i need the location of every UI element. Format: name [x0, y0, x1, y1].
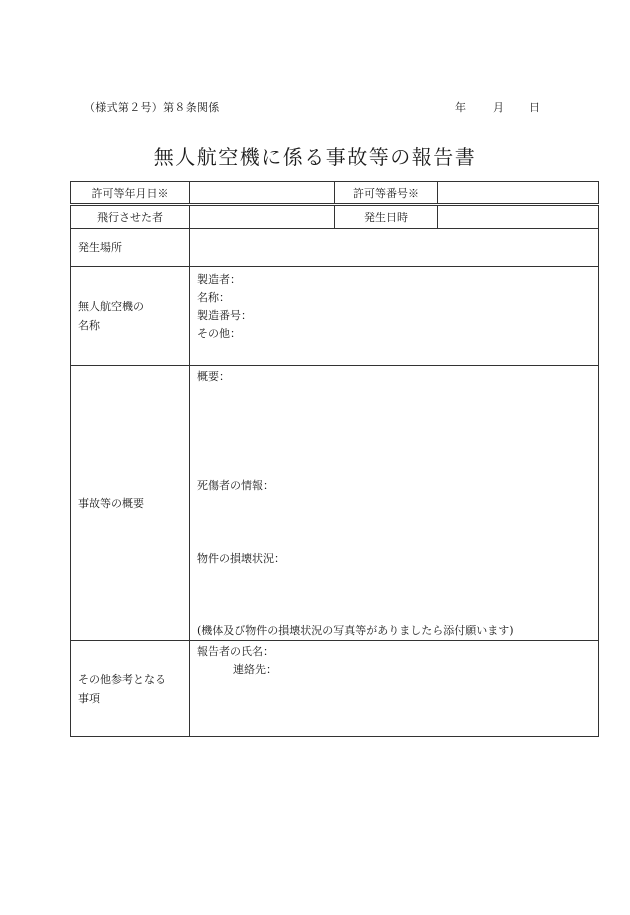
location-field[interactable]: [190, 229, 599, 267]
occurrence-datetime-field[interactable]: [438, 205, 599, 229]
document-title: 無人航空機に係る事故等の報告書: [153, 145, 477, 169]
reporter-name-line: 報告者の氏名：: [197, 645, 274, 658]
name-line: 名称：: [197, 291, 230, 304]
summary-details[interactable]: [190, 366, 599, 641]
other-reference-details[interactable]: [190, 641, 599, 737]
location-row: [71, 229, 599, 267]
manufacturer-line: 製造者：: [197, 273, 241, 286]
drone-name-label-line2: 名称: [78, 319, 100, 332]
form-number: （様式第２号）第８条関係: [84, 101, 220, 114]
operator-field[interactable]: [190, 205, 335, 229]
month-label: 月: [493, 101, 504, 114]
drone-name-details[interactable]: [190, 267, 599, 366]
location-label: 発生場所: [71, 229, 190, 267]
casualty-info-line: 死傷者の情報：: [197, 479, 274, 492]
summary-label: 事故等の概要: [71, 366, 190, 641]
operator-row: [71, 205, 599, 229]
summary-row: [71, 366, 599, 641]
other-reference-row: [71, 641, 599, 737]
permit-date-label: 許可等年月日※: [71, 182, 190, 205]
operator-label: 飛行させた者: [71, 205, 190, 229]
serial-number-line: 製造番号：: [197, 309, 252, 322]
permit-number-label: 許可等番号※: [335, 182, 438, 205]
photo-note-line: (機体及び物件の損壊状況の写真等がありましたら添付願います): [197, 624, 514, 637]
other-line: その他：: [197, 327, 241, 340]
report-table: [70, 181, 599, 737]
permit-date-field[interactable]: [190, 182, 335, 205]
property-damage-line: 物件の損壊状況：: [197, 552, 285, 565]
other-reference-label-line1: その他参考となる: [78, 672, 166, 686]
other-reference-label: [71, 641, 190, 737]
overview-line: 概要：: [197, 370, 230, 383]
other-reference-label-line2: 事項: [78, 691, 100, 705]
date-line: [455, 99, 545, 113]
contact-line: 連絡先：: [233, 663, 277, 676]
year-label: 年: [455, 101, 466, 114]
permit-number-field[interactable]: [438, 182, 599, 205]
drone-name-label: [71, 267, 190, 366]
day-label: 日: [529, 101, 540, 114]
occurrence-datetime-label: 発生日時: [335, 205, 438, 229]
drone-name-label-line1: 無人航空機の: [78, 300, 144, 313]
drone-name-row: [71, 267, 599, 366]
permit-row: [71, 182, 599, 205]
